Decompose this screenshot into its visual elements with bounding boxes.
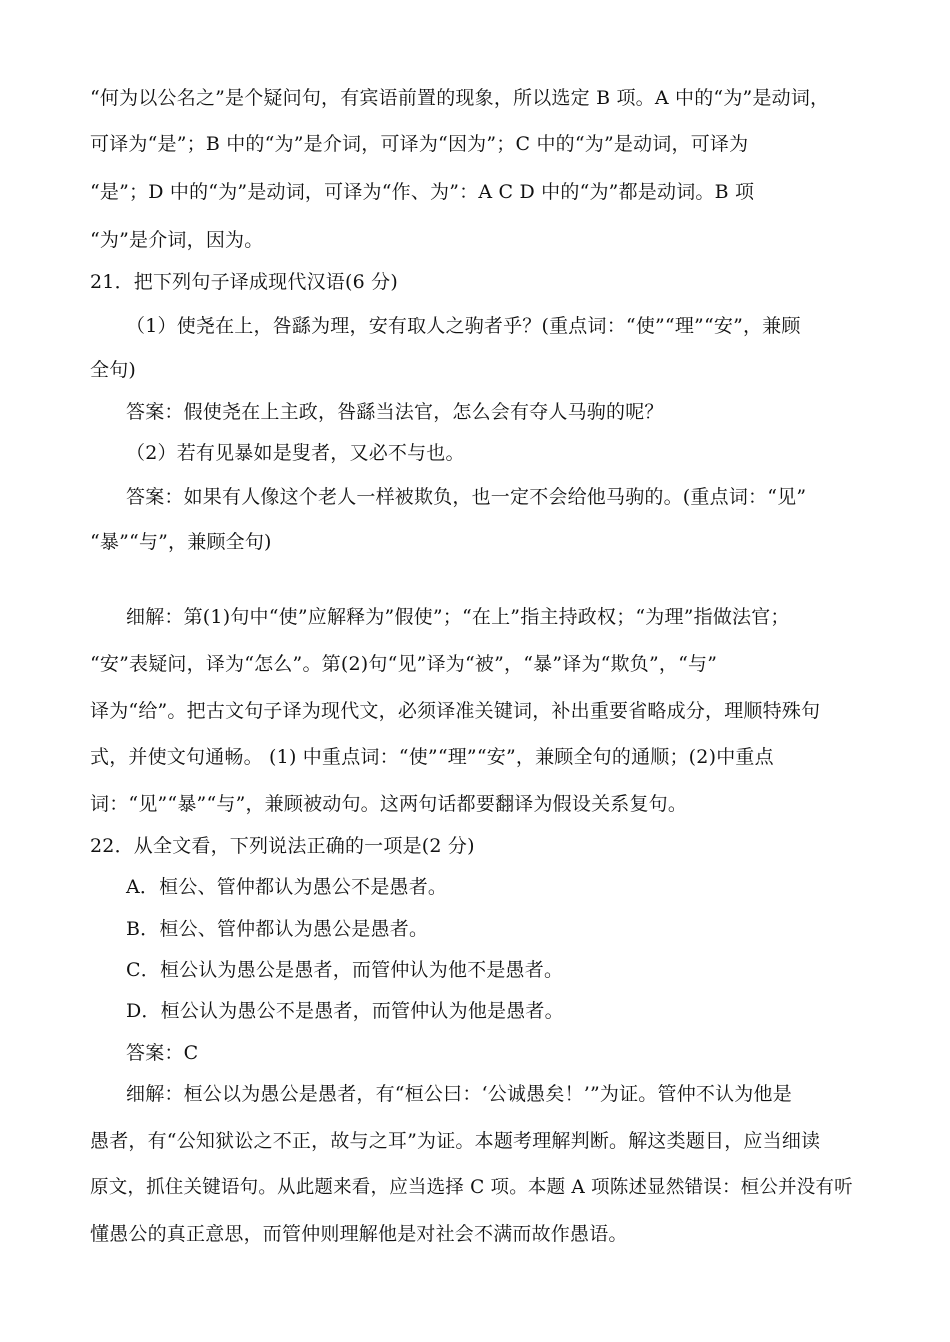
explanation-22-line: 懂愚公的真正意思，而管仲则理解他是对社会不满而故作愚语。 (90, 1223, 628, 1245)
explanation-21-line: “安”表疑问，译为“怎么”。第(2)句“见”译为“被”，“暴”译为“欺负”，“与” (90, 653, 718, 675)
text-line: “何为以公名之”是个疑问句，有宾语前置的现象，所以选定 B 项。A 中的“为”是动词， (90, 87, 830, 109)
question-21-heading: 21．把下列句子译成现代汉语(6 分) (90, 271, 398, 293)
question-21-answer-2: 答案：如果有人像这个老人一样被欺负，也一定不会给他马驹的。(重点词：“见” (126, 486, 807, 508)
explanation-22-line: 原文，抓住关键语句。从此题来看，应当选择 C 项。本题 A 项陈述显然错误：桓公并没有听 (90, 1177, 853, 1198)
question-21-sentence-1-cont: 全句) (90, 359, 137, 381)
question-22-heading: 22．从全文看，下列说法正确的一项是(2 分) (90, 835, 475, 857)
text-line: “为”是介词，因为。 (90, 229, 264, 251)
question-22-answer: 答案：C (126, 1042, 199, 1064)
text-line: 可译为“是”；B 中的“为”是介词，可译为“因为”；C 中的“为”是动词，可译为 (90, 133, 749, 155)
question-22-option-d: D．桓公认为愚公不是愚者，而管仲认为他是愚者。 (126, 1000, 564, 1022)
question-22-option-b: B．桓公、管仲都认为愚公是愚者。 (126, 918, 429, 940)
explanation-21-line: 词：“见”“暴”“与”，兼顾被动句。这两句话都要翻译为假设关系复句。 (90, 793, 688, 815)
question-21-answer-1: 答案：假使尧在上主政，咎繇当法官，怎么会有夺人马驹的呢？ (126, 401, 664, 423)
question-21-answer-2-cont: “暴”“与”，兼顾全句) (90, 531, 272, 553)
question-22-option-a: A．桓公、管仲都认为愚公不是愚者。 (126, 876, 448, 898)
explanation-21-line: 译为“给”。把古文句子译为现代文，必须译准关键词，补出重要省略成分，理顺特殊句 (90, 700, 821, 722)
question-21-sentence-1: （1）使尧在上，咎繇为理，安有取人之驹者乎？(重点词：“使”“理”“安”，兼顾 (126, 315, 801, 337)
text-line: “是”；D 中的“为”是动词，可译为“作、为”：A C D 中的“为”都是动词。B 项 (90, 181, 755, 203)
question-21-sentence-2: （2）若有见暴如是叟者，又必不与也。 (126, 442, 465, 464)
explanation-21-line: 细解：第(1)句中“使”应解释为”假使”；“在上”指主持政权；“为理”指做法官； (126, 606, 790, 628)
explanation-22-line: 细解：桓公以为愚公是愚者，有“桓公曰：‘公诚愚矣！’”为证。管仲不认为他是 (126, 1083, 792, 1105)
explanation-22-line: 愚者，有“公知狱讼之不正，故与之耳”为证。本题考理解判断。解这类题目，应当细读 (90, 1130, 821, 1152)
explanation-21-line: 式，并使文句通畅。 (1) 中重点词：“使”“理”“安”，兼顾全句的通顺；(2)中重点 (90, 746, 774, 768)
question-22-option-c: C．桓公认为愚公是愚者，而管仲认为他不是愚者。 (126, 959, 564, 981)
